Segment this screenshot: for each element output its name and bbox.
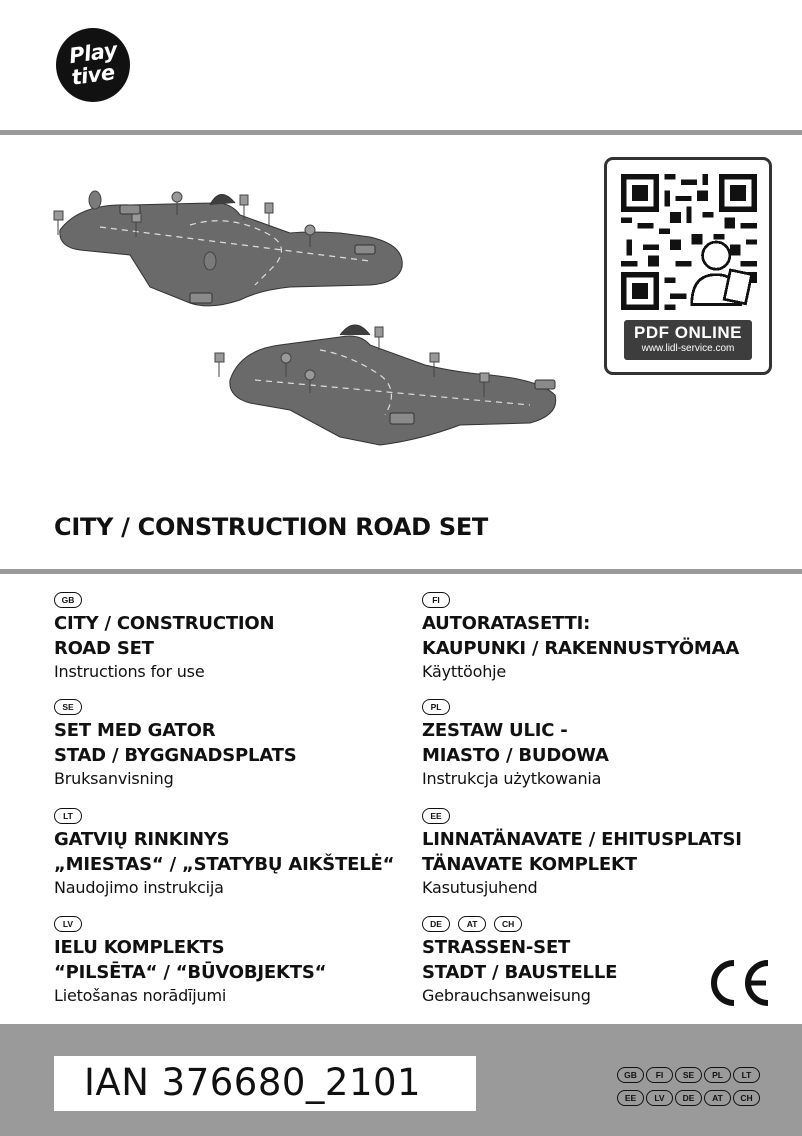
lang-title-line1: LINNATÄNAVATE / EHITUSPLATSI — [422, 829, 742, 850]
lang-subtitle: Lietošanas norādījumi — [54, 986, 227, 1005]
flag-badge-at: AT — [458, 916, 486, 932]
lang-block-gb — [54, 590, 414, 683]
flag-badge-lv: LV — [54, 916, 82, 932]
flag-badge-de: DE — [422, 916, 450, 932]
lang-title-line2: STADT / BAUSTELLE — [422, 962, 618, 983]
lang-block-lv — [54, 914, 414, 1007]
lang-title-line2: MIASTO / BUDOWA — [422, 745, 609, 766]
lang-title-line1: SET MED GATOR — [54, 720, 216, 741]
playtive-logo — [56, 28, 130, 102]
flag-badge-de: DE — [675, 1090, 702, 1106]
lang-block-ee — [422, 806, 782, 899]
lang-title-line1: ZESTAW ULIC - — [422, 720, 568, 741]
logo-line-1: Play — [67, 37, 119, 69]
qr-code-icon[interactable] — [621, 174, 757, 310]
footer-flag-row — [617, 1064, 787, 1084]
lang-block-pl — [422, 697, 782, 790]
footer-flag-row — [617, 1087, 787, 1107]
lang-title-line1: GATVIŲ RINKINYS — [54, 829, 230, 850]
lang-title-line2: ROAD SET — [54, 638, 154, 659]
flag-badge-lv: LV — [646, 1090, 673, 1106]
flag-group — [54, 806, 414, 824]
flag-group — [422, 914, 692, 932]
flag-badge-se: SE — [675, 1067, 702, 1083]
flag-group — [54, 590, 414, 608]
lang-subtitle: Kasutusjuhend — [422, 878, 538, 897]
flag-badge-gb: GB — [54, 592, 82, 608]
flag-group — [54, 697, 414, 715]
lang-title-line2: TÄNAVATE KOMPLEKT — [422, 854, 637, 875]
footer-flag-grid — [617, 1064, 787, 1110]
lang-title-line1: IELU KOMPLEKTS — [54, 937, 225, 958]
lang-title-line2: STAD / BYGGNADSPLATS — [54, 745, 297, 766]
lang-title-line1: AUTORATASETTI: — [422, 613, 591, 634]
track-set-lower — [230, 325, 556, 445]
lang-block-se — [54, 697, 414, 790]
lang-title-line2: “PILSĒTA“ / “BŪVOBJEKTS“ — [54, 962, 327, 983]
lang-block-fi — [422, 590, 782, 683]
flag-group — [422, 806, 782, 824]
flag-badge-fi: FI — [422, 592, 450, 608]
flag-group — [54, 914, 414, 932]
lang-title-line1: CITY / CONSTRUCTION — [54, 613, 275, 634]
qr-code-panel[interactable] — [604, 157, 772, 375]
ian-number: IAN 376680_2101 — [84, 1061, 422, 1104]
pdf-online-url: www.lidl-service.com — [641, 343, 735, 354]
lang-subtitle: Naudojimo instrukcija — [54, 878, 224, 897]
mid-divider — [0, 569, 802, 574]
flag-group — [422, 590, 782, 608]
page-title: CITY / CONSTRUCTION ROAD SET — [54, 513, 488, 541]
lang-block-de-at-ch — [422, 914, 692, 1007]
lang-title-line2: „MIESTAS“ / „STATYBŲ AIKŠTELĖ“ — [54, 854, 395, 875]
flag-badge-fi: FI — [646, 1067, 673, 1083]
lang-block-lt — [54, 806, 414, 899]
lang-title-line1: STRASSEN-SET — [422, 937, 571, 958]
lang-title-line2: KAUPUNKI / RAKENNUSTYÖMAA — [422, 638, 740, 659]
flag-badge-pl: PL — [704, 1067, 731, 1083]
logo-line-2: tive — [69, 60, 117, 90]
flag-badge-ch: CH — [733, 1090, 760, 1106]
flag-group — [422, 697, 782, 715]
flag-badge-at: AT — [704, 1090, 731, 1106]
ce-mark-icon — [706, 957, 772, 1009]
flag-badge-gb: GB — [617, 1067, 644, 1083]
lang-subtitle: Gebrauchsanweisung — [422, 986, 591, 1005]
flag-badge-ch: CH — [494, 916, 522, 932]
top-divider — [0, 130, 802, 135]
flag-badge-lt: LT — [733, 1067, 760, 1083]
ian-box — [54, 1056, 476, 1111]
lang-subtitle: Instructions for use — [54, 662, 205, 681]
road-set-illustration — [40, 175, 580, 465]
lang-subtitle: Käyttöohje — [422, 662, 507, 681]
lang-subtitle: Bruksanvisning — [54, 769, 174, 788]
flag-badge-pl: PL — [422, 699, 450, 715]
lang-subtitle: Instrukcja użytkowania — [422, 769, 602, 788]
flag-badge-se: SE — [54, 699, 82, 715]
flag-badge-lt: LT — [54, 808, 82, 824]
pdf-online-badge[interactable] — [624, 320, 752, 360]
track-set-upper — [60, 194, 402, 305]
footer-band — [0, 1024, 802, 1136]
flag-badge-ee: EE — [617, 1090, 644, 1106]
flag-badge-ee: EE — [422, 808, 450, 824]
pdf-online-label: PDF ONLINE — [634, 323, 742, 342]
